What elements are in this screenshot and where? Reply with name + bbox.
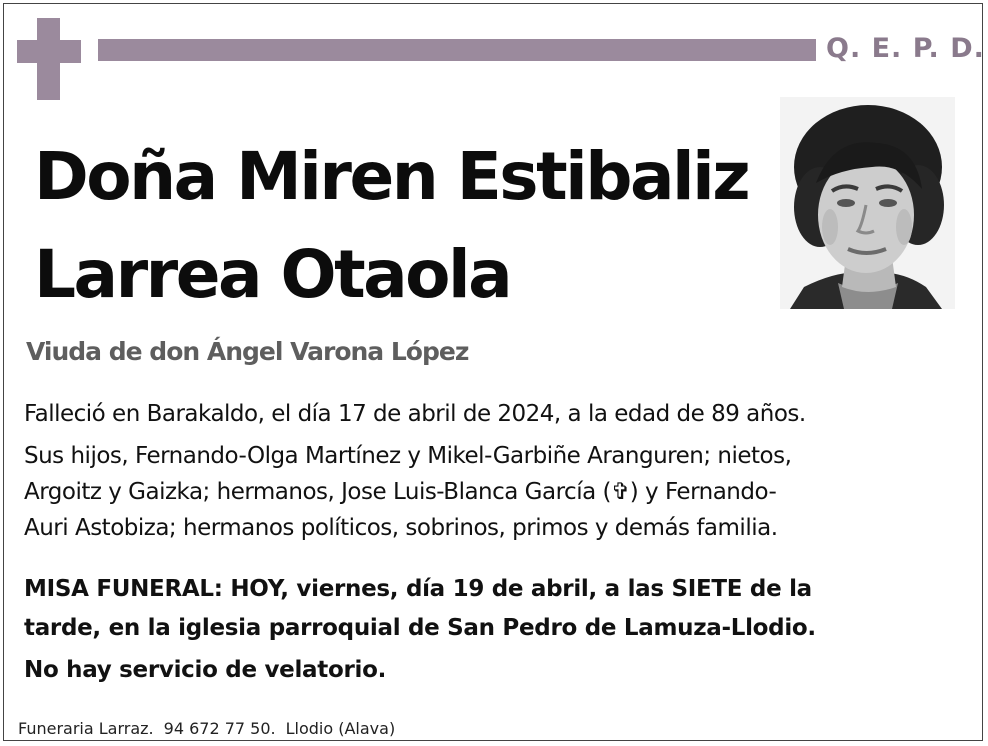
- funeral-home-location: Llodio (Alava): [285, 719, 396, 738]
- portrait-photo: [780, 97, 955, 309]
- portrait-photo-drawing: [780, 97, 955, 309]
- mass-line-2: tarde, en la iglesia parroquial de San Pedro de Lamuza-Llodio.: [24, 615, 816, 641]
- family-line-2: Argoitz y Gaizka; hermanos, Jose Luis-Blanca García (✞) y Fernando-: [24, 479, 777, 505]
- cross-bar: [17, 40, 81, 63]
- header-divider-bar: [98, 39, 816, 61]
- funeral-home-phone: 94 672 77 50.: [163, 719, 276, 738]
- name-line-1: Doña Miren Estibaliz: [34, 138, 749, 215]
- death-notice: Falleció en Barakaldo, el día 17 de abril de 2024, a la edad de 89 años.: [24, 401, 806, 427]
- family-line-3: Auri Astobiza; hermanos políticos, sobrinos, primos y demás familia.: [24, 515, 778, 541]
- deceased-name: [34, 128, 774, 324]
- funeral-home-name: Funeraria Larraz.: [18, 719, 154, 738]
- family-paragraph: [24, 438, 974, 546]
- family-line-1: Sus hijos, Fernando-Olga Martínez y Mikel-Garbiñe Aranguren; nietos,: [24, 443, 792, 469]
- mass-line-1: MISA FUNERAL: HOY, viernes, día 19 de abril, a las SIETE de la: [24, 576, 812, 602]
- footer: [18, 719, 395, 738]
- funeral-mass: [24, 570, 974, 648]
- wake-notice: No hay servicio de velatorio.: [24, 657, 387, 683]
- widow-subtitle: Viuda de don Ángel Varona López: [26, 337, 469, 366]
- name-line-2: Larrea Otaola: [34, 236, 511, 313]
- qepd-label: Q. E. P. D.: [826, 33, 985, 64]
- notice-body: [24, 396, 974, 546]
